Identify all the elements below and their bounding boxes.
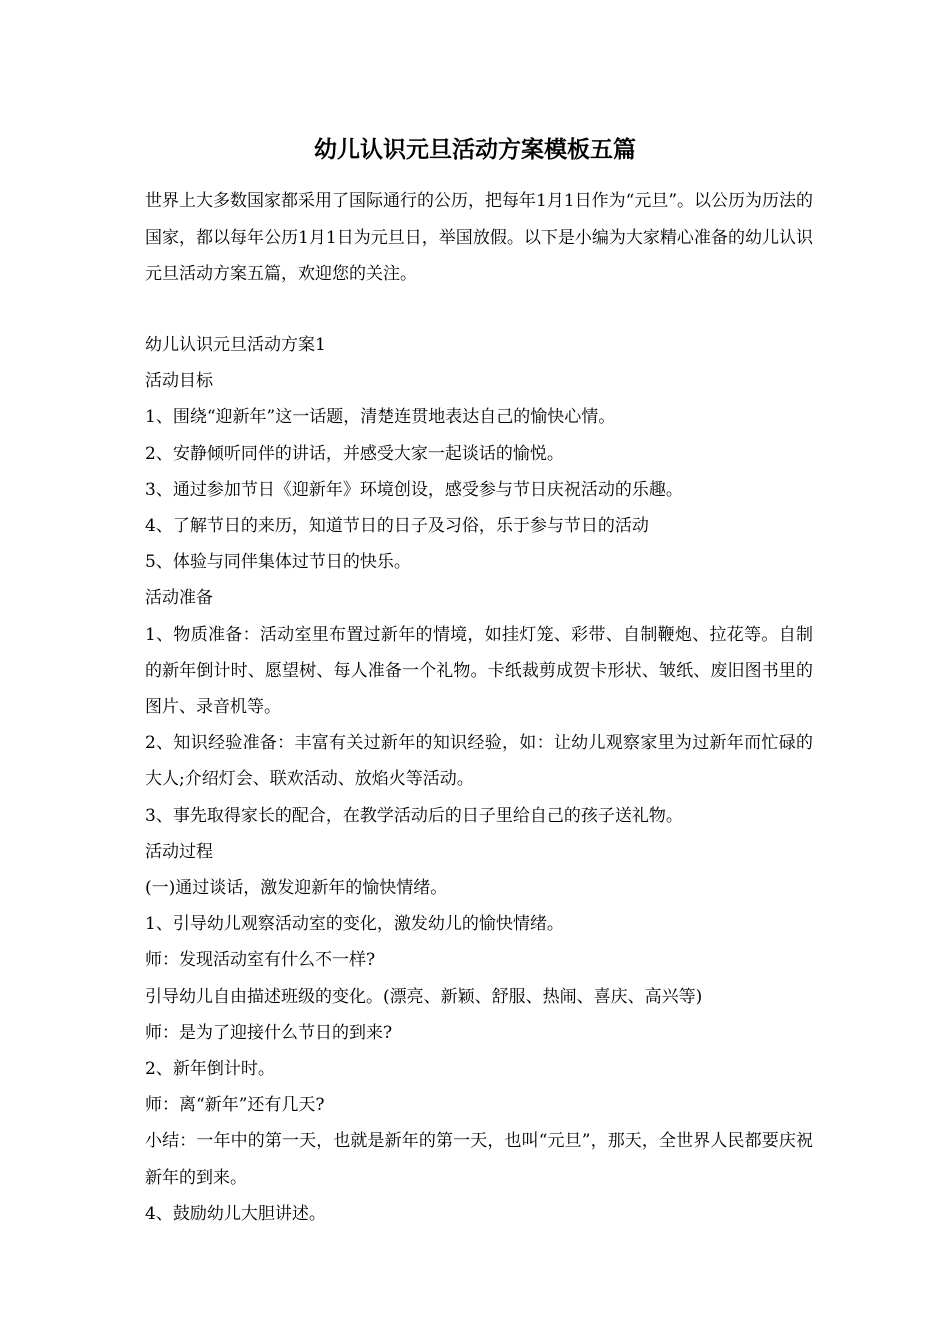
document-title: 幼儿认识元旦活动方案模板五篇 (314, 136, 636, 163)
paragraph: 1、引导幼儿观察活动室的变化，激发幼儿的愉快情绪。 (145, 914, 564, 935)
paragraph: 师：是为了迎接什么节日的到来? (145, 1022, 393, 1043)
paragraph: 引导幼儿自由描述班级的变化。(漂亮、新颖、舒服、热闹、喜庆、高兴等) (145, 986, 703, 1007)
paragraph: 小结：一年中的第一天，也就是新年的第一天，也叫“元旦”，那天，全世界人民都要庆祝新年的到来。 (145, 1131, 813, 1188)
paragraph: 3、通过参加节日《迎新年》环境创设，感受参与节日庆祝活动的乐趣。 (145, 479, 683, 500)
paragraph: 5、体验与同伴集体过节日的快乐。 (145, 552, 411, 573)
paragraph: 3、事先取得家长的配合，在教学活动后的日子里给自己的孩子送礼物。 (145, 805, 683, 826)
paragraph: 师：发现活动室有什么不一样? (145, 950, 376, 971)
paragraph: 4、鼓励幼儿大胆讲述。 (145, 1203, 326, 1224)
subheading-goals: 活动目标 (145, 371, 213, 392)
paragraph: 师：离“新年”还有几天? (145, 1095, 325, 1116)
subheading-process: 活动过程 (145, 841, 213, 862)
section-heading-plan-1: 幼儿认识元旦活动方案1 (145, 335, 326, 355)
paragraph: 1、围绕“迎新年”这一话题，清楚连贯地表达自己的愉快心情。 (145, 407, 616, 428)
paragraph: 2、新年倒计时。 (145, 1059, 275, 1080)
paragraph: 2、知识经验准备：丰富有关过新年的知识经验，如：让幼儿观察家里为过新年而忙碌的大人;介绍灯会、联欢活动、放焰火等活动。 (145, 733, 813, 790)
paragraph: 2、安静倾听同伴的讲话，并感受大家一起谈话的愉悦。 (145, 443, 564, 464)
intro-paragraph: 世界上大多数国家都采用了国际通行的公历，把每年1月1日作为“元旦”。以公历为历法的国家，都以每年公历1月1日为元旦日，举国放假。以下是小编为大家精心准备的幼儿认识元旦活动方案五篇，欢迎您的关注。 (145, 191, 814, 284)
document-body (145, 327, 813, 1232)
subheading-preparation: 活动准备 (145, 588, 213, 609)
paragraph: 1、物质准备：活动室里布置过新年的情境，如挂灯笼、彩带、自制鞭炮、拉花等。自制的新年倒计时、愿望树、每人准备一个礼物。卡纸裁剪成贺卡形状、皱纸、废旧图书里的图片、录音机等。 (145, 624, 813, 718)
paragraph: 4、了解节日的来历，知道节日的日子及习俗，乐于参与节日的活动 (145, 516, 649, 537)
paragraph: (一)通过谈话，激发迎新年的愉快情绪。 (145, 878, 448, 899)
